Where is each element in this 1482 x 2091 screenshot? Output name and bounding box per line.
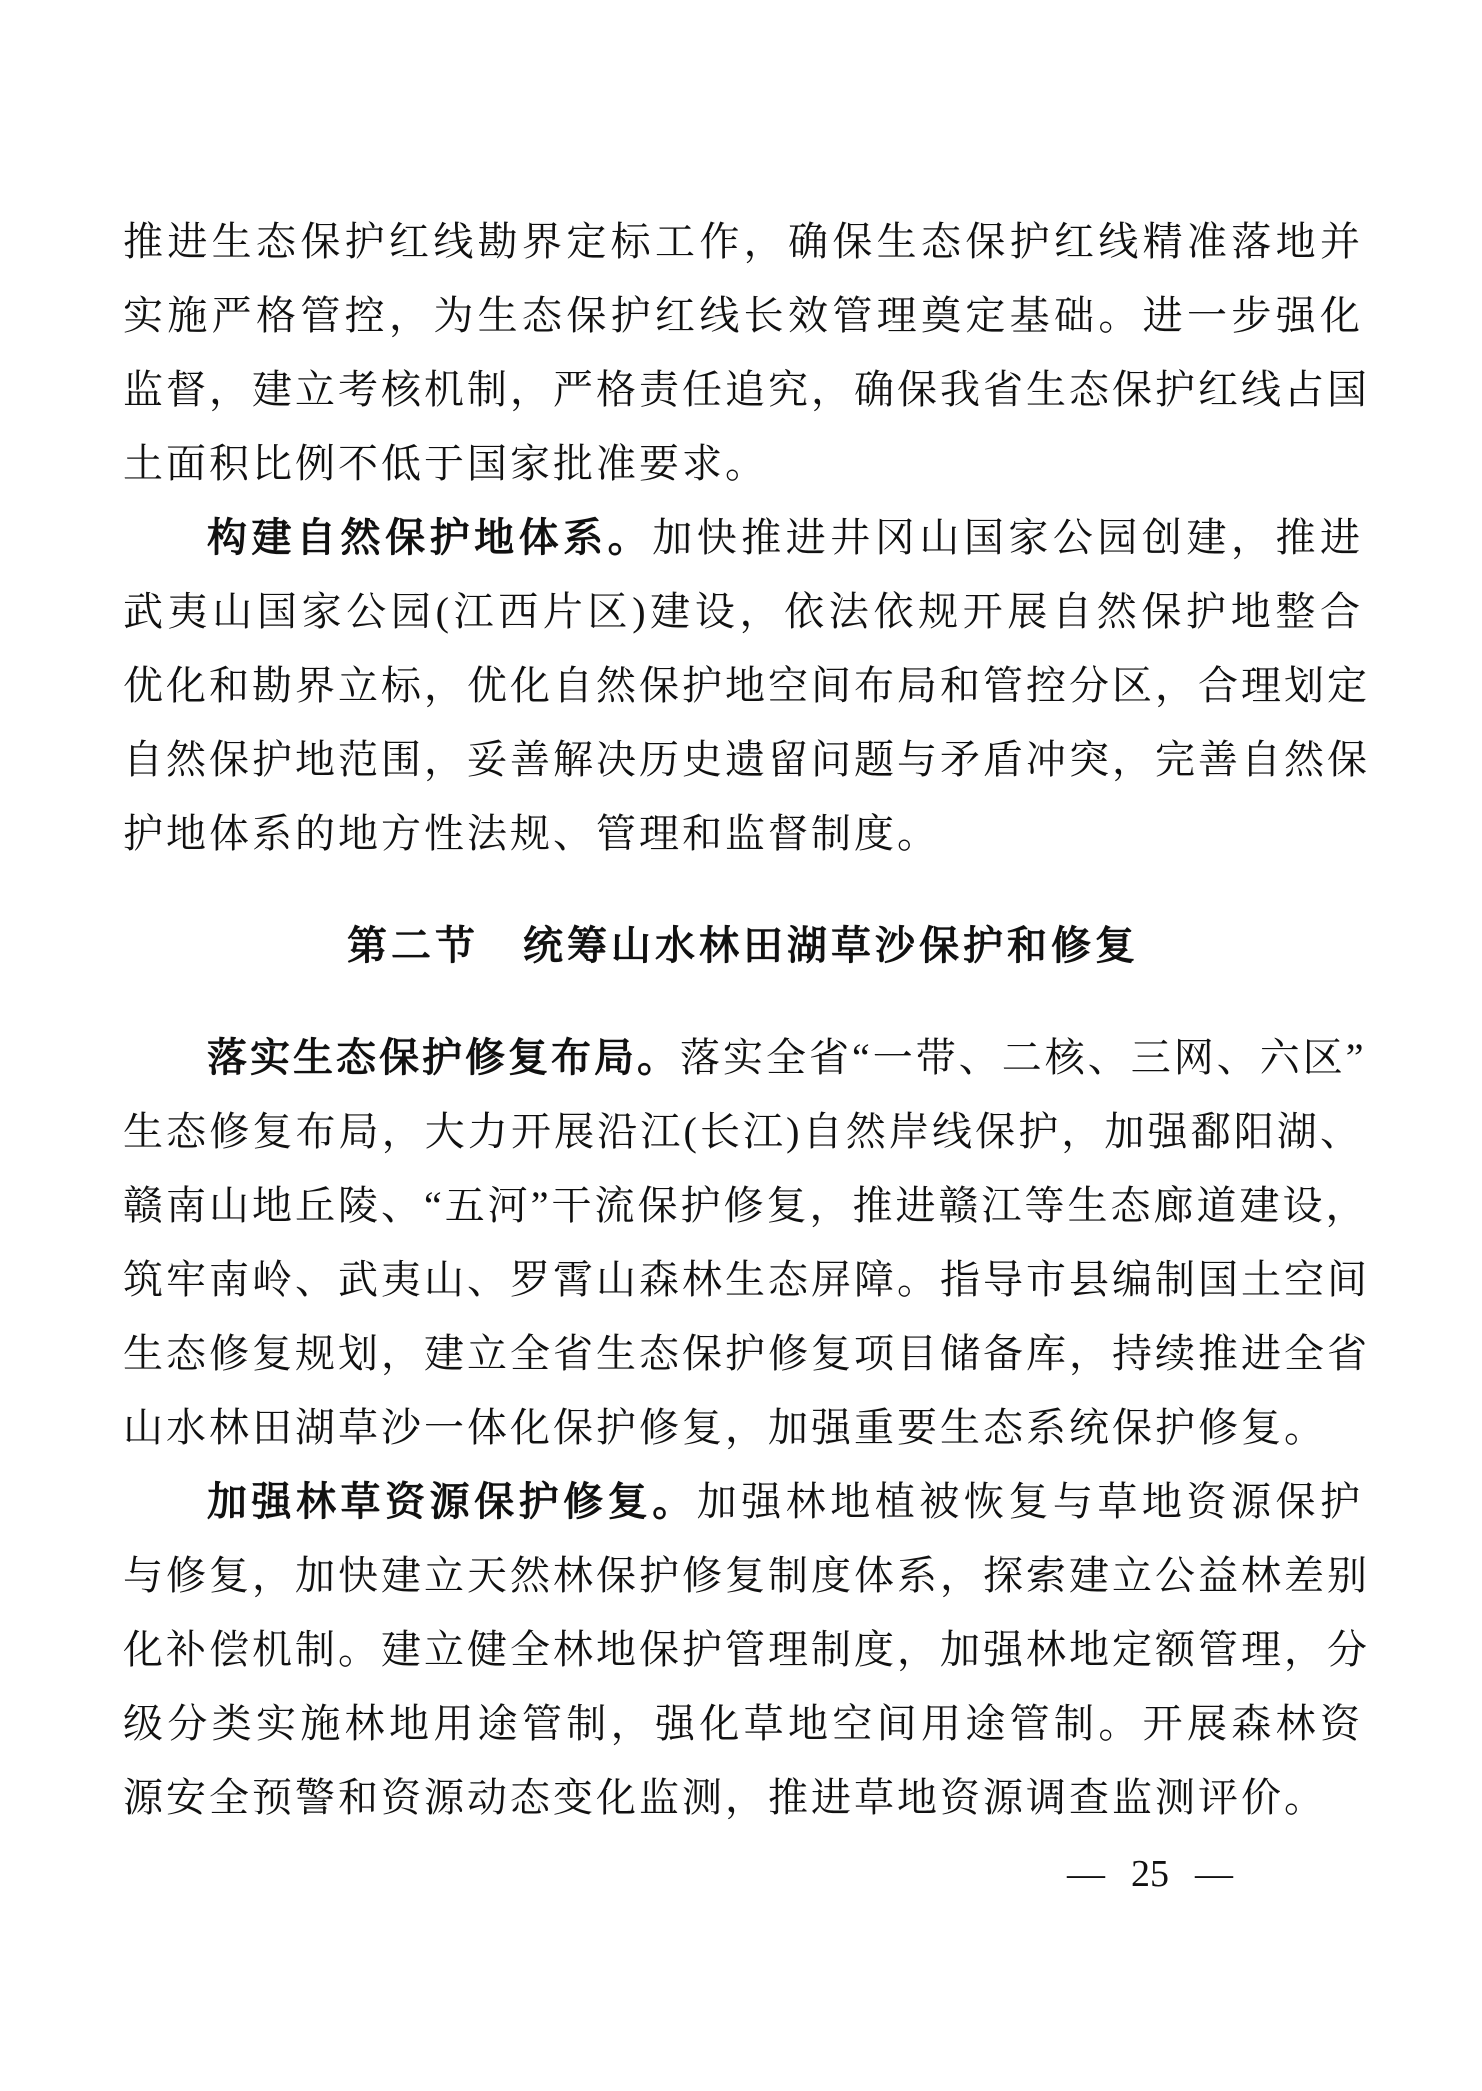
section-number: 第二节 — [347, 923, 479, 968]
text-line — [123, 205, 1363, 279]
page-footer — [1067, 1852, 1233, 1896]
paragraph-text: 落实全省“一带、二核、三网、六区” — [680, 1035, 1367, 1080]
paragraph-text: 生态修复布局，大力开展沿江(长江)自然岸线保护，加强鄱阳湖、 — [123, 1109, 1363, 1154]
text-line — [123, 1391, 1363, 1465]
text-line — [123, 427, 1363, 501]
text-line — [123, 575, 1363, 649]
paragraph-text: 优化和勘界立标，优化自然保护地空间布局和管控分区，合理划定 — [123, 663, 1370, 708]
paragraph-text: 加快推进井冈山国家公园创建，推进 — [652, 515, 1364, 560]
section-title: 统筹山水林田湖草沙保护和修复 — [523, 923, 1139, 968]
footer-dash-right: — — [1195, 1853, 1233, 1895]
text-line — [123, 353, 1370, 427]
paragraph-lead: 构建自然保护地体系。 — [207, 515, 653, 560]
document-body — [123, 205, 1370, 1835]
paragraph-text: 与修复，加快建立天然林保护修复制度体系，探索建立公益林差别 — [123, 1553, 1370, 1598]
paragraph-text: 级分类实施林地用途管制，强化草地空间用途管制。开展森林资 — [123, 1701, 1363, 1746]
paragraph-text: 武夷山国家公园(江西片区)建设，依法依规开展自然保护地整合 — [123, 589, 1363, 634]
text-line — [123, 723, 1370, 797]
paragraph-text: 筑牢南岭、武夷山、罗霄山森林生态屏障。指导市县编制国土空间 — [123, 1257, 1370, 1302]
paragraph-text: 化补偿机制。建立健全林地保护管理制度，加强林地定额管理，分 — [123, 1627, 1370, 1672]
paragraph-text: 源安全预警和资源动态变化监测，推进草地资源调查监测评价。 — [123, 1775, 1327, 1820]
paragraph-lead: 落实生态保护修复布局。 — [207, 1035, 680, 1080]
paragraph-text: 加强林地植被恢复与草地资源保护 — [696, 1479, 1364, 1524]
footer-dash-left: — — [1067, 1853, 1105, 1895]
paragraph-text: 实施严格管控，为生态保护红线长效管理奠定基础。进一步强化 — [123, 293, 1363, 338]
paragraph-text: 土面积比例不低于国家批准要求。 — [123, 441, 768, 486]
text-line — [123, 1021, 1367, 1095]
text-line — [123, 1095, 1363, 1169]
paragraph-text: 护地体系的地方性法规、管理和监督制度。 — [123, 811, 940, 856]
paragraph-text: 推进生态保护红线勘界定标工作，确保生态保护红线精准落地并 — [123, 219, 1363, 264]
page-number: 25 — [1131, 1853, 1169, 1895]
text-line — [123, 501, 1363, 575]
paragraph-text: 山水林田湖草沙一体化保护修复，加强重要生态系统保护修复。 — [123, 1405, 1327, 1450]
paragraph-lead: 加强林草资源保护修复。 — [207, 1479, 697, 1524]
section-heading — [123, 909, 1363, 983]
text-line — [123, 1613, 1370, 1687]
paragraph-text: 监督，建立考核机制，严格责任追究，确保我省生态保护红线占国 — [123, 367, 1370, 412]
paragraph-text: 赣南山地丘陵、“五河”干流保护修复，推进赣江等生态廊道建设， — [123, 1183, 1369, 1228]
text-line — [123, 1761, 1363, 1835]
text-line — [123, 1539, 1370, 1613]
text-line — [123, 649, 1370, 723]
paragraph-text: 生态修复规划，建立全省生态保护修复项目储备库，持续推进全省 — [123, 1331, 1370, 1376]
text-line — [123, 1317, 1370, 1391]
text-line — [123, 279, 1363, 353]
text-line — [123, 1465, 1363, 1539]
text-line — [123, 1687, 1363, 1761]
text-line — [123, 1243, 1370, 1317]
text-line — [123, 797, 1363, 871]
paragraph-text: 自然保护地范围，妥善解决历史遗留问题与矛盾冲突，完善自然保 — [123, 737, 1370, 782]
text-line — [123, 1169, 1369, 1243]
